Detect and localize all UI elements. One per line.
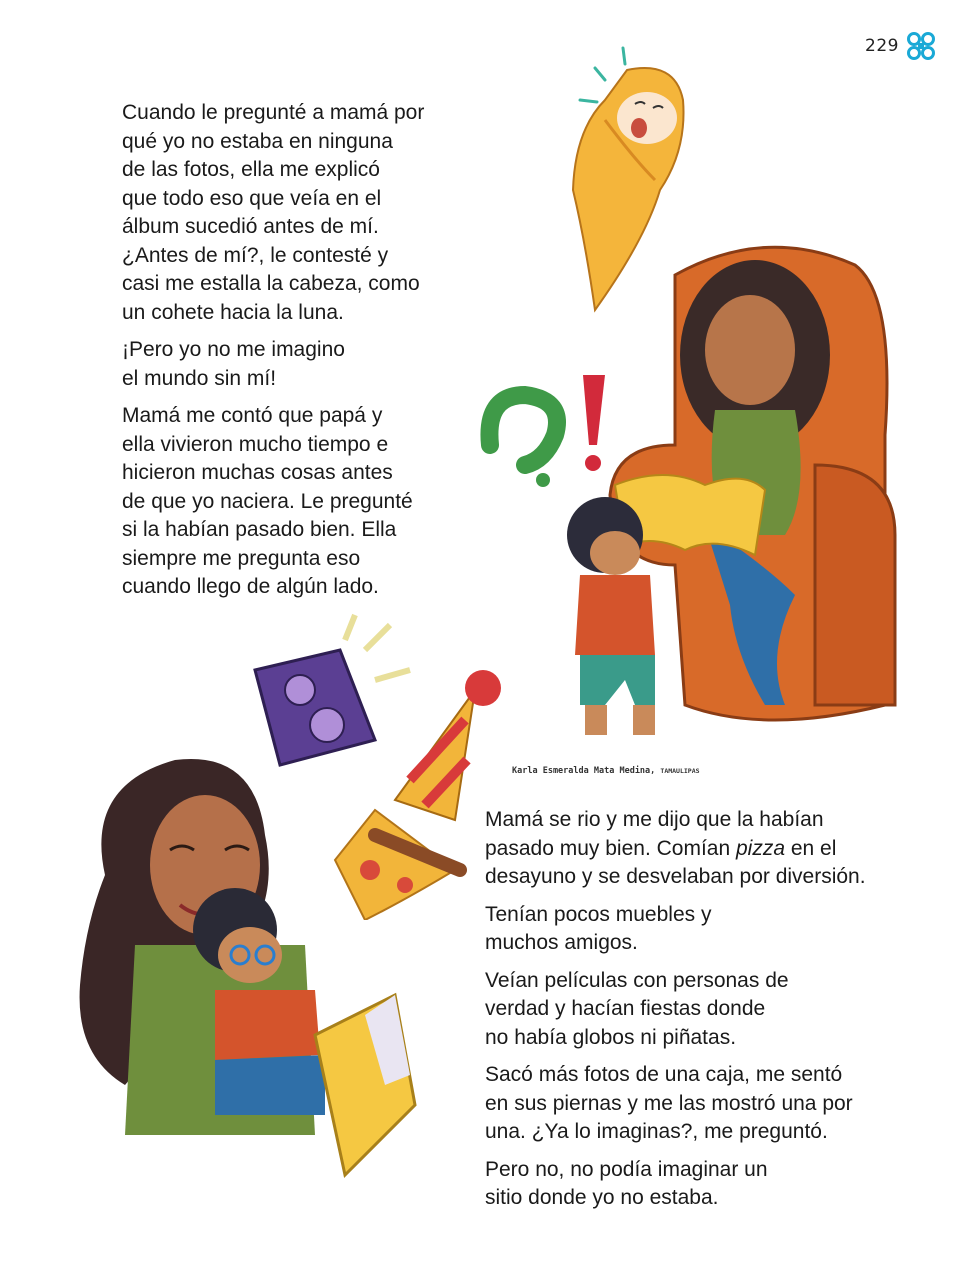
story-column-right	[485, 806, 925, 1222]
story-text: en el desayuno y se desvelaban por diversión.	[485, 836, 866, 888]
story-paragraph: Sacó más fotos de una caja, me sentó en sus piernas y me las mostró una por una. ¿Ya lo imaginas?, me preguntó.	[485, 1063, 853, 1143]
story-paragraph: Tenían pocos muebles y muchos amigos.	[485, 902, 712, 954]
story-paragraph: Veían películas con personas de verdad y hacían fiestas donde no había globos ni piñatas.	[485, 968, 789, 1049]
open-book-icon	[315, 995, 415, 1175]
story-paragraph: Mamá me contó que papá y ella vivieron mucho tiempo e hicieron muchas cosas antes de que yo naciera. Le pregunté si la habían pasado bien. Ella siempre me pregunta eso cuando llego de algún lado.	[122, 404, 413, 598]
story-paragraph: ¡Pero yo no me imagino el mundo sin mí!	[122, 338, 345, 390]
story-text: Mamá se rio y me dijo que la habían pasado muy bien. Comían	[485, 808, 824, 860]
story-paragraph: Cuando le pregunté a mamá por qué yo no estaba en ninguna de las fotos, ella me explicó que todo eso que veía en el álbum sucedió antes de mí. ¿Antes de mí?, le contesté y casi me estalla la cabeza, como un cohete hacia la luna.	[122, 101, 425, 324]
question-mark-icon	[489, 395, 557, 487]
illustrator-name: Karla Esmeralda Mata Medina,	[512, 766, 661, 776]
speaker-icon	[255, 615, 410, 765]
story-paragraph: Pero no, no podía imaginar un sitio donde yo no estaba.	[485, 1157, 768, 1209]
exclamation-mark-icon	[583, 375, 605, 471]
page-number: 229	[865, 36, 899, 56]
story-column-left	[122, 99, 482, 611]
illustrator-region: TAMAULIPAS	[660, 767, 700, 775]
story-italic-word: pizza	[735, 836, 786, 860]
mother-reading-illustration	[465, 235, 935, 755]
mother-child-book-illustration	[65, 755, 445, 1185]
story-paragraph	[485, 806, 925, 892]
flower-ornament-icon	[905, 30, 937, 62]
illustration-credit	[512, 766, 700, 776]
